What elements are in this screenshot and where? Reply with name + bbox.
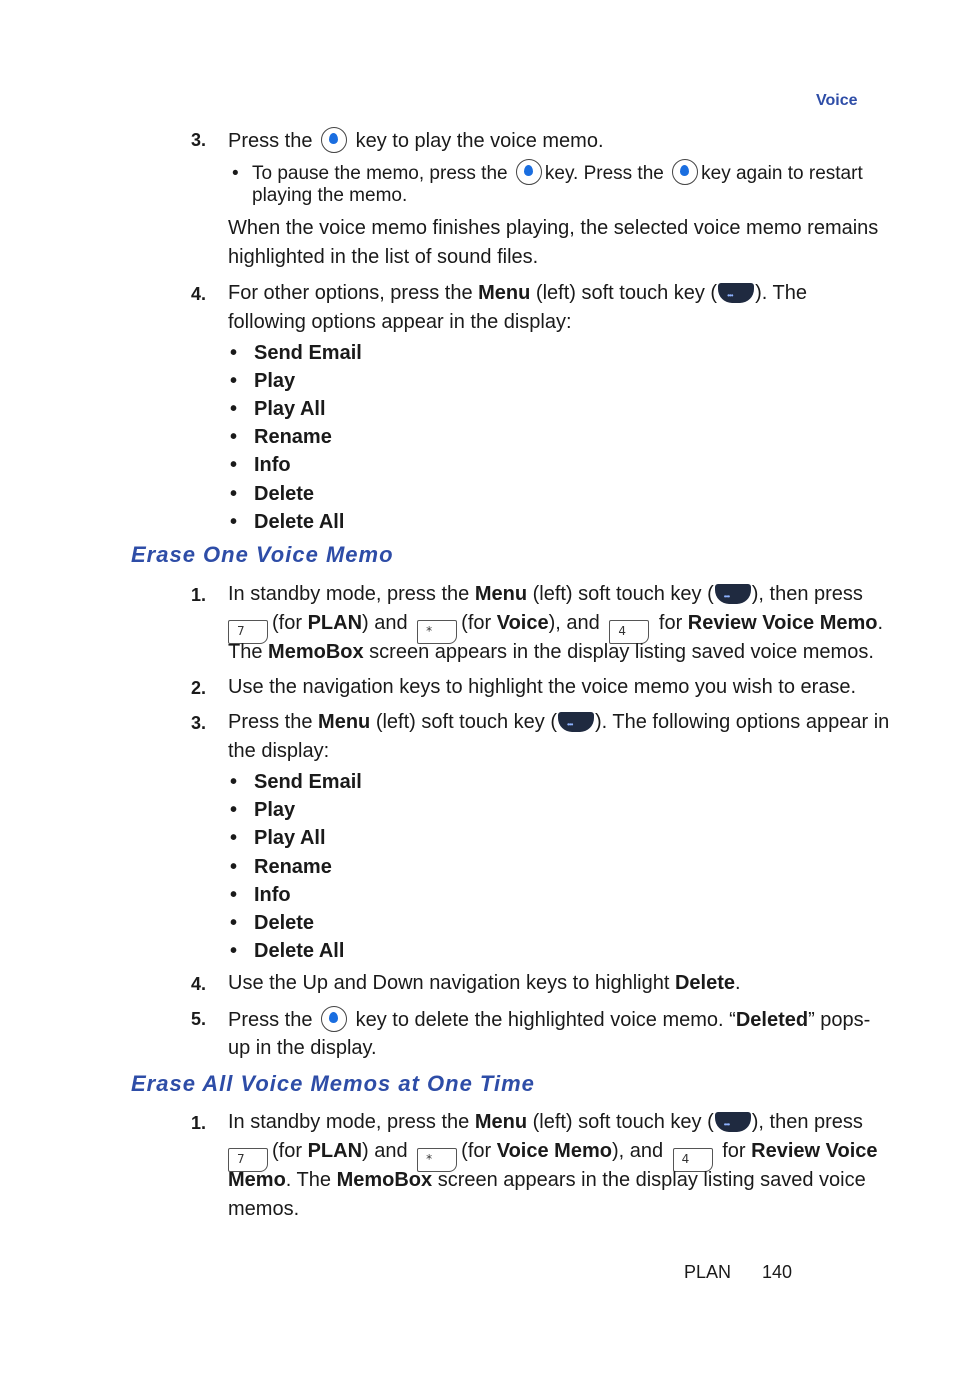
option-item: • Play All [230,827,326,849]
footer-label: PLAN [684,1262,732,1282]
text: Play All [254,398,326,420]
text: key. Press the [544,163,664,184]
text: Info [254,884,291,906]
step-text [228,582,863,606]
left-soft-key-icon [715,584,751,604]
option-item: • Rename [230,856,332,878]
key-7-icon: 7 [228,620,268,644]
text: Delete All [254,511,345,533]
step-text: following options appear in the display: [228,311,572,333]
key-4-icon: 4 [609,620,649,644]
step-text [228,281,807,305]
step-number: 4. [191,974,207,994]
option-item: • Info [230,884,291,906]
paragraph: highlighted in the list of sound files. [228,246,539,268]
text: . The [285,1169,332,1191]
text: screen appears in the display listing saved voice memos. [369,641,874,663]
text: key again to restart [701,163,863,184]
text: (left) soft touch key ( [535,282,718,304]
step-text [228,127,604,153]
ok-key-icon [321,1006,347,1032]
menu-label: Menu [478,282,531,304]
text: Press the [228,711,313,733]
delete-label: Delete [674,972,735,994]
text: Send Email [254,342,362,364]
option-item: • Play All [230,398,326,420]
step-number: 3. [191,130,207,150]
option-item: • Send Email [230,771,362,793]
key-star-icon: * [417,1148,457,1172]
text: The [228,641,263,663]
text: In standby mode, press the [228,583,470,605]
voice-memo-label: Voice Memo [496,1140,612,1162]
text: for [658,612,683,634]
memobox-label: MemoBox [268,641,364,663]
text: Send Email [254,771,362,793]
text: Use the Up and Down navigation keys to highlight [228,972,670,994]
text: (for [272,1140,302,1162]
option-item: • Play [230,799,296,821]
text: Press the [228,130,313,152]
text: Delete [254,483,315,505]
option-item: • Delete All [230,940,345,962]
step-text [228,1110,863,1134]
voice-label: Voice [496,612,549,634]
text: . [877,612,884,634]
text: (left) soft touch key ( [532,583,714,605]
step-text: memos. [228,1198,300,1220]
text: For other options, press the [228,282,473,304]
step-number: 1. [191,585,207,605]
text: Info [254,454,291,476]
step-text [228,1168,866,1192]
review-voice-label: Review Voice [751,1140,878,1162]
option-item: • Delete All [230,511,345,533]
text: Rename [254,426,332,448]
text: To pause the memo, press the [252,163,508,184]
text: (left) soft touch key ( [375,711,557,733]
text: (for [272,612,302,634]
text: Play [254,799,296,821]
text: Delete All [254,940,345,962]
step-text [228,640,874,664]
menu-label: Menu [474,583,528,605]
option-item: • Info [230,454,291,476]
sub-bullet: • To pause the memo, press the key. Press the key again to restart [232,159,863,186]
ok-key-icon [321,127,347,153]
text: Rename [254,856,332,878]
text: Play [254,370,296,392]
step-text: Use the navigation keys to highlight the voice memo you wish to erase. [228,676,857,698]
step-number: 5. [191,1009,207,1029]
text: Play All [254,827,326,849]
text: for [722,1140,746,1162]
option-item: • Delete [230,483,315,505]
section-header: Voice [816,92,858,109]
section-heading: Erase All Voice Memos at One Time [131,1071,535,1096]
text: ), then press [751,583,863,605]
text: ” pops- [808,1009,871,1031]
ok-key-icon [672,159,698,185]
text: (for [461,612,492,634]
step-text: the display: [228,740,330,762]
step-number: 4. [191,284,207,304]
text: (left) soft touch key ( [532,1111,714,1133]
option-item: • Rename [230,426,332,448]
sub-bullet-continued: playing the memo. [252,185,408,206]
memobox-label: MemoBox [336,1169,433,1191]
step-text [228,1006,870,1032]
text: ) and [362,612,408,634]
step-number: 3. [191,713,207,733]
memo-label: Memo [228,1169,286,1191]
plan-label: PLAN [307,1140,363,1162]
text: ), then press [751,1111,863,1133]
step-number: 2. [191,678,207,698]
text: key to play the voice memo. [355,130,604,152]
ok-key-icon [516,159,542,185]
step-text [228,710,889,734]
review-voice-memo-label: Review Voice Memo [687,612,878,634]
text: (for [461,1140,492,1162]
step-text: up in the display. [228,1037,377,1059]
text: Press the [228,1009,313,1031]
text: ). The [755,282,807,304]
text: ), and [548,612,600,634]
option-item: • Play [230,370,296,392]
key-7-icon: 7 [228,1148,268,1172]
option-item: • Delete [230,912,315,934]
paragraph: When the voice memo finishes playing, the selected voice memo remains [228,217,879,239]
text: . [734,972,741,994]
key-4-icon: 4 [673,1148,713,1172]
left-soft-key-icon [715,1112,751,1132]
text: screen appears in the display listing saved voice [437,1169,866,1191]
deleted-label: Deleted [735,1009,809,1031]
text: key to delete the highlighted voice memo. “ [355,1009,736,1031]
left-soft-key-icon [558,712,594,732]
key-star-icon: * [417,620,457,644]
page-number: 140 [762,1262,793,1282]
text: Delete [254,912,315,934]
step-text [228,971,741,995]
text: In standby mode, press the [228,1111,470,1133]
plan-label: PLAN [307,612,363,634]
menu-label: Menu [474,1111,528,1133]
text: ). The following options appear in [595,711,890,733]
left-soft-key-icon [718,283,754,303]
option-item: • Send Email [230,342,362,364]
text: ) and [362,1140,408,1162]
section-heading: Erase One Voice Memo [131,542,394,567]
text: ), and [611,1140,664,1162]
step-number: 1. [191,1113,207,1133]
menu-label: Menu [318,711,371,733]
